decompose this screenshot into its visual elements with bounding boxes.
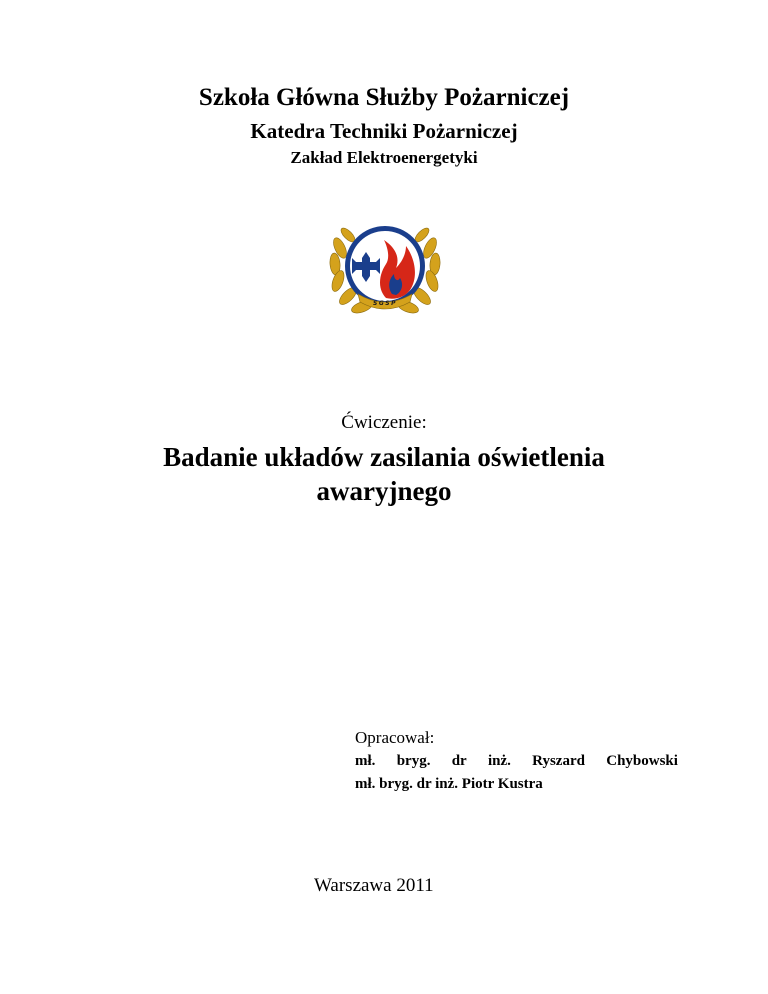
unit-name: Zakład Elektroenergetyki — [290, 148, 478, 167]
author-1-word: dr — [451, 753, 467, 769]
author-1-word: inż. — [487, 753, 511, 769]
department-name: Katedra Techniki Pożarniczej — [250, 119, 518, 143]
university-name: Szkoła Główna Służby Pożarniczej — [198, 84, 570, 111]
author-1-word: Chybowski — [606, 753, 678, 769]
place-year: Warszawa 2011 — [314, 875, 434, 896]
author-2: mł. bryg. dr inż. Piotr Kustra — [355, 776, 543, 792]
exercise-title — [0, 440, 768, 508]
emblem-text: SGSP — [373, 300, 397, 307]
author-1-word: mł. — [355, 753, 376, 769]
sgsp-emblem-icon — [326, 218, 444, 318]
author-1-word: bryg. — [396, 753, 431, 769]
author-1-word: Ryszard — [532, 753, 585, 769]
title-line-1: Badanie układów zasilania oświetlenia — [163, 442, 605, 472]
authors-block — [355, 727, 685, 795]
author-1 — [355, 749, 678, 773]
exercise-label: Ćwiczenie: — [341, 412, 427, 433]
authors-label: Opracował: — [355, 728, 435, 747]
title-line-2: awaryjnego — [316, 476, 452, 506]
